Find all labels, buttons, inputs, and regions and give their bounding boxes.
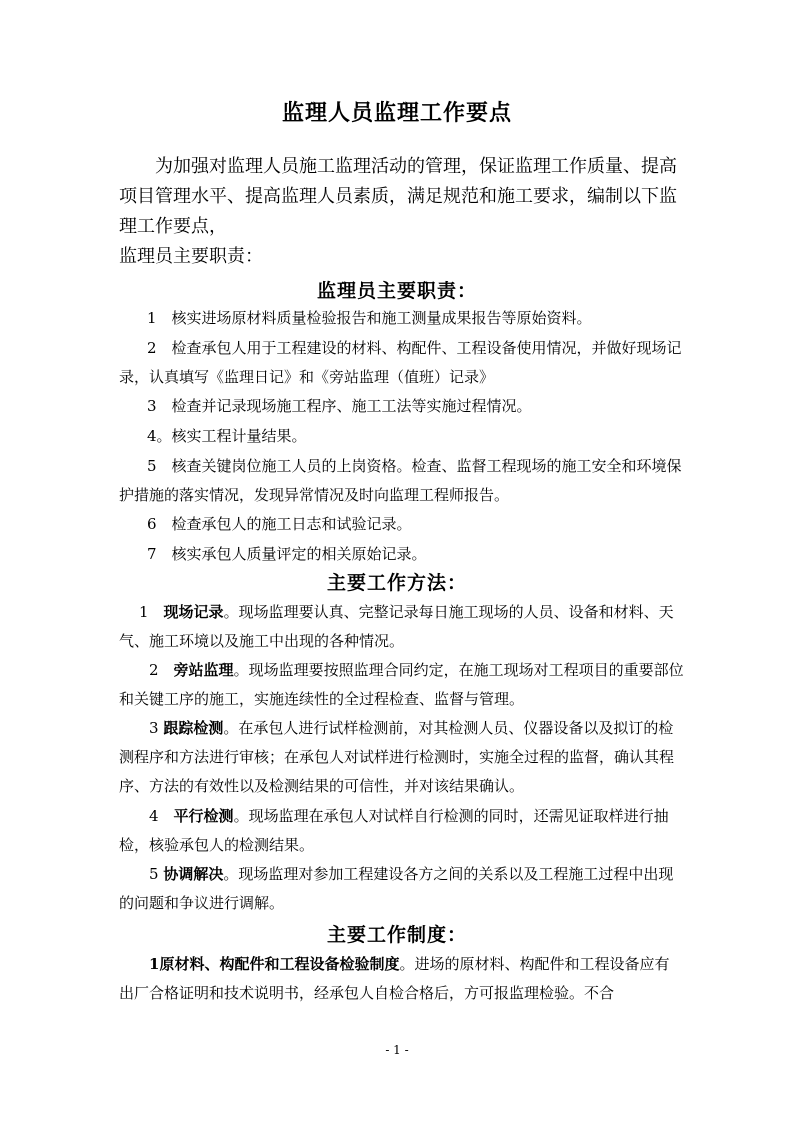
- method-item-term: 平行检测: [173, 807, 234, 825]
- duty-item-3: 3 检查并记录现场施工程序、施工工法等实施过程情况。: [147, 397, 532, 415]
- method-item-term: 旁站监理: [173, 661, 234, 679]
- section-heading-systems: 主要工作制度：: [326, 924, 467, 946]
- duty-item-4: 4。核实工程计量结果。: [147, 427, 307, 445]
- section-heading-methods: 主要工作方法：: [326, 572, 467, 594]
- method-item-4: [119, 802, 684, 860]
- method-item-term: 跟踪检测: [163, 719, 224, 737]
- method-item-number: 1: [139, 603, 164, 621]
- method-item-term: 现场记录: [163, 603, 224, 621]
- duty-item-5: 5 核查关键岗位施工人员的上岗资格。检查、监督工程现场的施工安全和环境保护措施的落实情况，发现异常情况及时向监理工程师报告。: [119, 457, 682, 504]
- system-item-1: [119, 950, 684, 1008]
- page-title: 监理人员监理工作要点: [281, 100, 512, 126]
- method-item-text: 。现场监理要认真、完整记录每日施工现场的人员、设备和材料、天气、施工环境以及施工中出现的各种情况。: [119, 603, 674, 650]
- method-item-text: 。现场监理要按照监理合同约定，在施工现场对工程项目的重要部位和关键工序的施工，实施连续性的全过程检查、监督与管理。: [119, 661, 684, 708]
- page-number: - 1 -: [385, 1043, 409, 1057]
- section-heading-duties: 监理员主要职责：: [316, 280, 477, 302]
- method-item-2: [119, 656, 684, 714]
- method-item-number: 3: [149, 719, 164, 737]
- method-item-text: 。现场监理对参加工程建设各方之间的关系以及工程施工过程中出现的问题和争议进行调解。: [119, 865, 674, 912]
- duty-item-7: 7 核实承包人质量评定的相关原始记录。: [147, 545, 427, 563]
- intro-duties-line: 监理员主要职责：: [119, 246, 263, 267]
- system-item-term: 原材料、构配件和工程设备检验制度: [159, 955, 400, 973]
- method-item-text: 。现场监理在承包人对试样自行检测的同时，还需见证取样进行抽检，核验承包人的检测结果。: [119, 807, 669, 854]
- system-item-text: 。进场的原材料、构配件和工程设备应有出厂合格证明和技术说明书，经承包人自检合格后，方可报监理检验。不合: [119, 955, 670, 1002]
- duty-item-6: 6 检查承包人的施工日志和试验记录。: [147, 515, 412, 533]
- method-item-text: 。在承包人进行试样检测前，对其检测人员、仪器设备以及拟订的检测程序和方法进行审核；在承包人对试样进行检测时，实施全过程的监督，确认其程序、方法的有效性以及检测结果的可信性，并对该结果确认。: [119, 719, 675, 795]
- duty-item-1: 1 核实进场原材料质量检验报告和施工测量成果报告等原始资料。: [147, 309, 592, 327]
- duty-item-2: 2 检查承包人用于工程建设的材料、构配件、工程设备使用情况，并做好现场记录，认真填写《监理日记》和《旁站监理（值班）记录》: [119, 339, 682, 386]
- method-item-number: 5: [149, 865, 164, 883]
- system-item-number: 1: [149, 955, 160, 973]
- method-item-term: 协调解决: [163, 865, 224, 883]
- method-item-number: 4: [149, 807, 174, 825]
- method-item-5: [119, 860, 684, 918]
- method-item-3: [119, 714, 684, 801]
- intro-block: [119, 152, 684, 272]
- method-item-number: 2: [149, 661, 174, 679]
- intro-paragraph: 为加强对监理人员施工监理活动的管理，保证监理工作质量、提高项目管理水平、提高监理人员素质，满足规范和施工要求，编制以下监理工作要点，: [119, 156, 677, 237]
- method-item-1: [119, 598, 684, 656]
